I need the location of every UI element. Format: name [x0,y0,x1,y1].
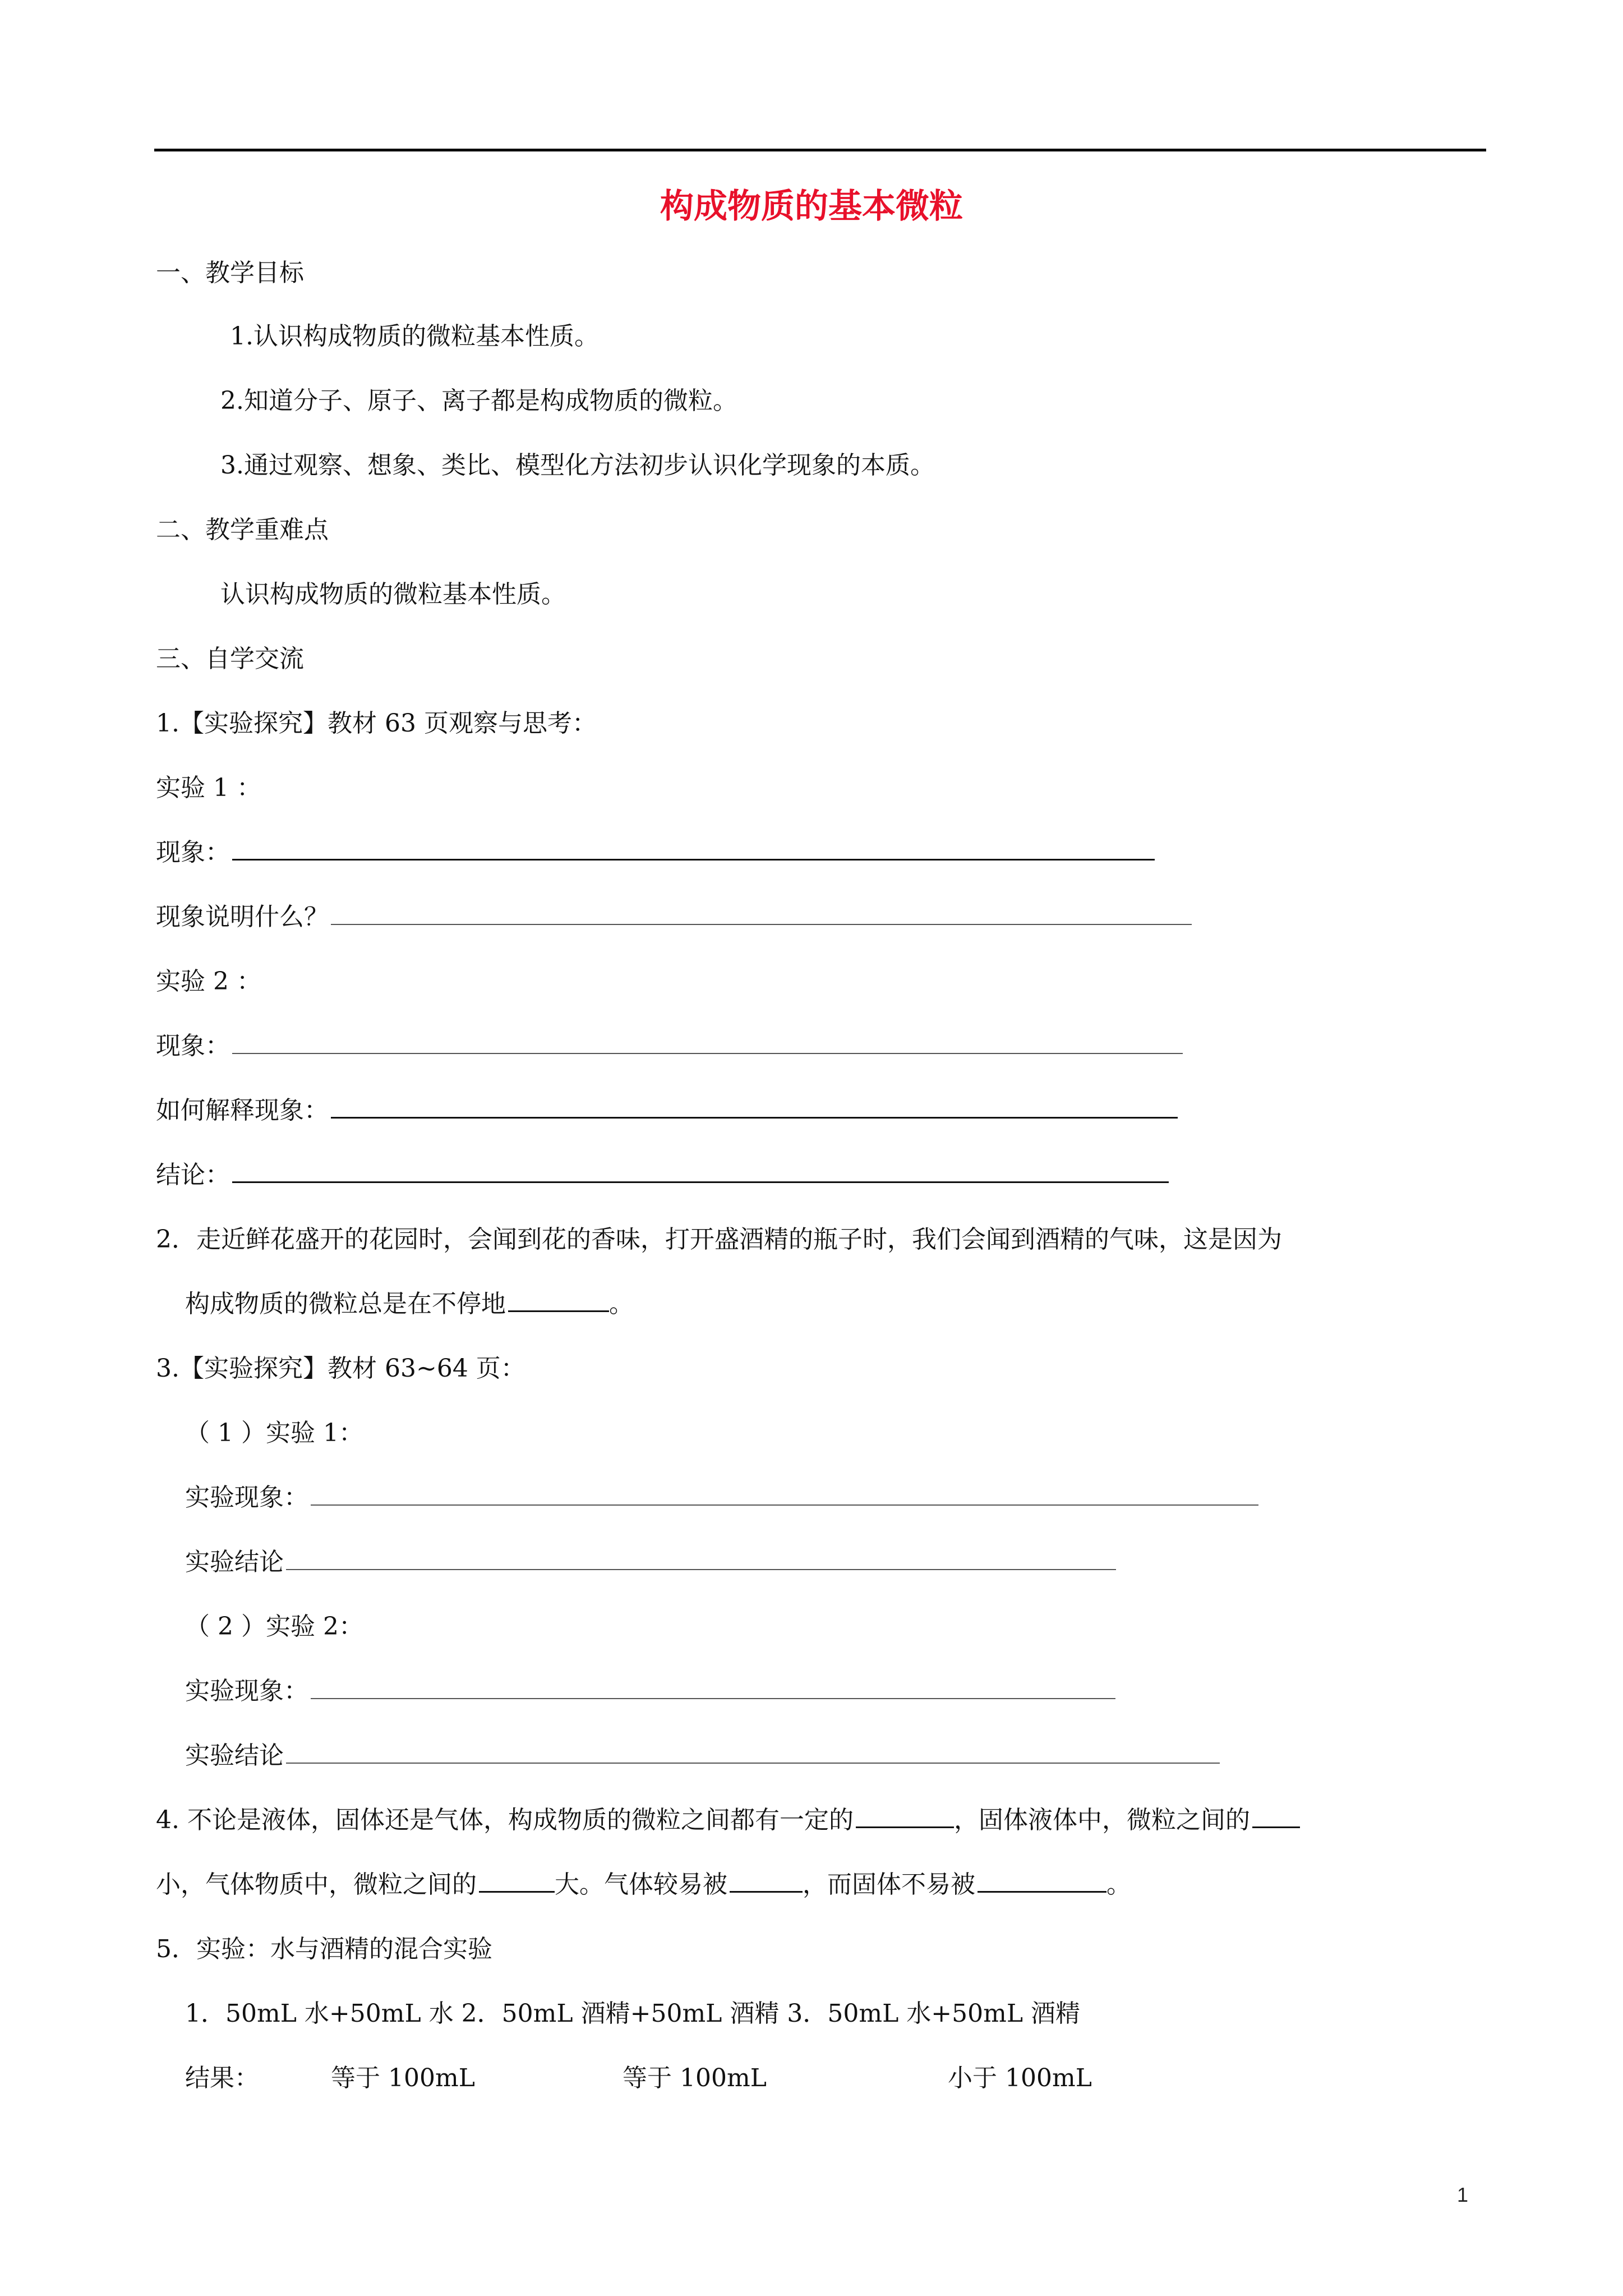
q1-how-row [156,1094,1178,1128]
q1-phenomenon2-label: 现象： [156,1032,230,1060]
q4-text-a: 4. 不论是液体，固体还是气体，构成物质的微粒之间都有一定的 [156,1806,854,1834]
answer-blank[interactable] [1252,1826,1300,1828]
q4-text-c: 小，气体物质中，微粒之间的 [156,1870,477,1899]
q1-conclusion-row [156,1158,1169,1192]
answer-blank[interactable] [331,1117,1178,1119]
q3-conc1-label: 实验结论 [185,1548,284,1576]
q1-how-label: 如何解释现象： [156,1096,329,1125]
q1-phenomenon2-row [156,1029,1183,1063]
answer-blank[interactable] [508,1310,609,1312]
keypoint-text: 认识构成物质的微粒基本性质。 [220,580,566,609]
answer-blank[interactable] [286,1763,1220,1764]
answer-blank[interactable] [978,1891,1106,1893]
answer-blank[interactable] [856,1826,954,1828]
q4-text-e: ，而固体不易被 [803,1870,975,1899]
section-heading-goals: 一、教学目标 [156,259,304,287]
answer-blank[interactable] [311,1698,1115,1699]
q1-conclusion-label: 结论： [156,1161,230,1189]
q3-conc2-row [185,1739,1220,1773]
goal-item-1: 1.认识构成物质的微粒基本性质。 [230,322,599,351]
q4-text-d: 大。气体较易被 [555,1870,727,1899]
q1-phenomenon-label: 现象： [156,838,230,867]
q5-result-3: 小于 100mL [948,2064,1092,2092]
answer-blank[interactable] [286,1569,1116,1570]
q3-phen2-label: 实验现象： [185,1677,308,1705]
q3-sub2: （ 2 ）实验 2： [185,1612,363,1641]
q5-items: 1．50mL 水+50mL 水 2．50mL 酒精+50mL 酒精 3．50mL 水+50mL 酒精 [185,1999,1081,2028]
q1-heading: 1.【实验探究】教材 63 页观察与思考： [156,709,597,738]
q1-phenomenon-row [156,836,1155,869]
answer-blank[interactable] [479,1891,555,1893]
q3-phen1-label: 实验现象： [185,1483,308,1512]
q3-heading: 3.【实验探究】教材 63~64 页： [156,1354,525,1383]
q2-end: 。 [609,1290,634,1318]
q1-exp1-label: 实验 1 ： [156,774,261,802]
q5-heading: 5．实验：水与酒精的混合实验 [156,1935,492,1963]
q3-phen1-row [185,1481,1258,1515]
q2-line2 [185,1287,634,1321]
q3-phen2-row [185,1674,1115,1708]
q2-text: 构成物质的微粒总是在不停地 [185,1290,506,1318]
goal-item-2: 2.知道分子、原子、离子都是构成物质的微粒。 [220,386,737,415]
page-title: 构成物质的基本微粒 [660,187,963,226]
q1-explain-row [156,900,1192,934]
q3-sub1: （ 1 ）实验 1： [185,1419,363,1447]
q4-text-b: ，固体液体中，微粒之间的 [953,1806,1250,1834]
q3-conc2-label: 实验结论 [185,1741,284,1770]
page-number: 1 [1457,2183,1469,2206]
answer-blank[interactable] [232,1053,1183,1054]
q1-exp2-label: 实验 2 ： [156,967,261,996]
q4-text-f: 。 [1106,1870,1131,1899]
section-heading-keypoints: 二、教学重难点 [156,516,329,544]
q1-explain-label: 现象说明什么？ [156,903,329,931]
q3-conc1-row [185,1545,1116,1579]
answer-blank[interactable] [331,924,1192,925]
q4-line1 [156,1803,1300,1837]
q2-line1: 2．走近鲜花盛开的花园时，会闻到花的香味，打开盛酒精的瓶子时，我们会闻到酒精的气味，这是因为 [156,1225,1282,1254]
q5-result-1: 等于 100mL [331,2064,475,2092]
header-rule [154,149,1486,151]
q5-result-label: 结果： [185,2064,259,2092]
section-heading-selfstudy: 三、自学交流 [156,645,304,673]
answer-blank[interactable] [730,1891,803,1893]
goal-item-3: 3.通过观察、想象、类比、模型化方法初步认识化学现象的本质。 [220,451,935,480]
answer-blank[interactable] [232,859,1155,861]
q4-line2 [156,1868,1131,1902]
q5-result-2: 等于 100mL [623,2064,767,2092]
answer-blank[interactable] [232,1181,1169,1183]
answer-blank[interactable] [311,1504,1258,1506]
